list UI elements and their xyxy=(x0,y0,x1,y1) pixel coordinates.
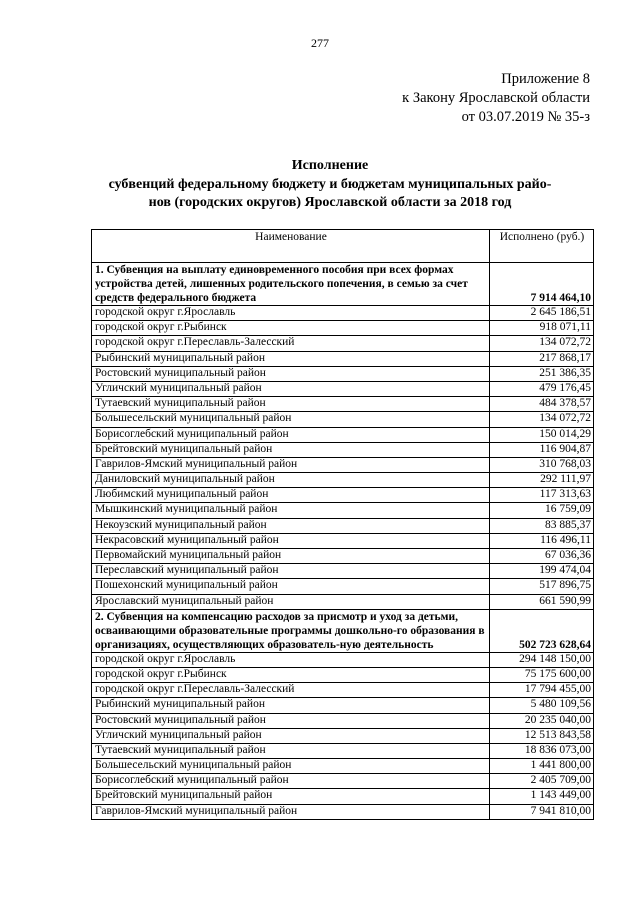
row-value: 16 759,09 xyxy=(490,503,594,518)
row-name: Гаврилов-Ямский муниципальный район xyxy=(92,804,490,819)
table-row xyxy=(92,549,594,564)
table-row xyxy=(92,321,594,336)
row-name: городской округ г.Ярославль xyxy=(92,306,490,321)
row-value: 12 513 843,58 xyxy=(490,728,594,743)
table-row xyxy=(92,442,594,457)
row-name: Мышкинский муниципальный район xyxy=(92,503,490,518)
row-name: городской округ г.Переславль-Залесский xyxy=(92,336,490,351)
table-row xyxy=(92,351,594,366)
table-row xyxy=(92,713,594,728)
row-name: Брейтовский муниципальный район xyxy=(92,789,490,804)
row-value: 1 441 800,00 xyxy=(490,759,594,774)
table-row xyxy=(92,759,594,774)
section-row xyxy=(92,263,594,306)
row-name: Тутаевский муниципальный район xyxy=(92,397,490,412)
row-value: 116 904,87 xyxy=(490,442,594,457)
row-value: 67 036,36 xyxy=(490,549,594,564)
appendix-line-1: Приложение 8 xyxy=(501,71,590,87)
page-number: 277 xyxy=(311,36,329,50)
table-row xyxy=(92,381,594,396)
row-value: 116 496,11 xyxy=(490,533,594,548)
section-row xyxy=(92,609,594,652)
table-row xyxy=(92,427,594,442)
table-row xyxy=(92,306,594,321)
table-row xyxy=(92,652,594,667)
row-value: 517 896,75 xyxy=(490,579,594,594)
table-row xyxy=(92,366,594,381)
row-value: 5 480 109,56 xyxy=(490,698,594,713)
row-name: Угличский муниципальный район xyxy=(92,728,490,743)
appendix-line-2: к Закону Ярославской области xyxy=(402,90,590,106)
title-line-1: Исполнение xyxy=(291,158,369,173)
row-name: Ярославский муниципальный район xyxy=(92,594,490,609)
row-name: Ростовский муниципальный район xyxy=(92,366,490,381)
row-name: городской округ г.Переславль-Залесский xyxy=(92,683,490,698)
row-value: 294 148 150,00 xyxy=(490,652,594,667)
row-value: 292 111,97 xyxy=(490,473,594,488)
table-row xyxy=(92,457,594,472)
row-value: 661 590,99 xyxy=(490,594,594,609)
row-value: 217 868,17 xyxy=(490,351,594,366)
row-name: Борисоглебский муниципальный район xyxy=(92,427,490,442)
row-name: Пошехонский муниципальный район xyxy=(92,579,490,594)
table-row xyxy=(92,473,594,488)
row-value: 134 072,72 xyxy=(490,336,594,351)
table-header-row xyxy=(92,230,594,263)
table-row xyxy=(92,698,594,713)
row-value: 117 313,63 xyxy=(490,488,594,503)
title-line-2: субвенций федеральному бюджету и бюджетам муниципальных райо- xyxy=(108,176,552,192)
table-row xyxy=(92,728,594,743)
row-name: Некрасовский муниципальный район xyxy=(92,533,490,548)
table-row xyxy=(92,667,594,682)
section-name: 2. Субвенция на компенсацию расходов за присмотр и уход за детьми, осваивающими образовательные программы дошкольно-го образования в организациях, осуществляющих образователь-ную деятельность xyxy=(92,609,490,652)
table-row xyxy=(92,336,594,351)
appendix-line-3: от 03.07.2019 № 35-з xyxy=(461,109,590,125)
row-name: Рыбинский муниципальный район xyxy=(92,698,490,713)
row-value: 479 176,45 xyxy=(490,381,594,396)
row-value: 484 378,57 xyxy=(490,397,594,412)
row-value: 1 143 449,00 xyxy=(490,789,594,804)
table-row xyxy=(92,683,594,698)
row-value: 75 175 600,00 xyxy=(490,667,594,682)
row-name: городской округ г.Рыбинск xyxy=(92,321,490,336)
table-row xyxy=(92,789,594,804)
row-name: Большесельский муниципальный район xyxy=(92,412,490,427)
table-row xyxy=(92,518,594,533)
appendix-block xyxy=(402,70,590,127)
table-row xyxy=(92,594,594,609)
subventions-table xyxy=(91,229,594,820)
section-total: 7 914 464,10 xyxy=(490,263,594,306)
document-title xyxy=(80,157,580,213)
section-total: 502 723 628,64 xyxy=(490,609,594,652)
row-name: Борисоглебский муниципальный район xyxy=(92,774,490,789)
section-name: 1. Субвенция на выплату единовременного пособия при всех формах устройства детей, лишенных родительского попечения, в семью за счет средств федерального бюджета xyxy=(92,263,490,306)
row-value: 18 836 073,00 xyxy=(490,743,594,758)
row-name: Тутаевский муниципальный район xyxy=(92,743,490,758)
row-value: 2 405 709,00 xyxy=(490,774,594,789)
table-row xyxy=(92,533,594,548)
table-row xyxy=(92,397,594,412)
row-name: Гаврилов-Ямский муниципальный район xyxy=(92,457,490,472)
row-name: Угличский муниципальный район xyxy=(92,381,490,396)
table-row xyxy=(92,503,594,518)
row-name: Переславский муниципальный район xyxy=(92,564,490,579)
row-value: 310 768,03 xyxy=(490,457,594,472)
row-value: 199 474,04 xyxy=(490,564,594,579)
row-value: 7 941 810,00 xyxy=(490,804,594,819)
table-row xyxy=(92,579,594,594)
table-row xyxy=(92,564,594,579)
table-row xyxy=(92,743,594,758)
row-name: Даниловский муниципальный район xyxy=(92,473,490,488)
row-value: 20 235 040,00 xyxy=(490,713,594,728)
row-value: 150 014,29 xyxy=(490,427,594,442)
row-value: 2 645 186,51 xyxy=(490,306,594,321)
row-name: Некоузский муниципальный район xyxy=(92,518,490,533)
row-name: Ростовский муниципальный район xyxy=(92,713,490,728)
table-row xyxy=(92,412,594,427)
row-value: 17 794 455,00 xyxy=(490,683,594,698)
row-value: 251 386,35 xyxy=(490,366,594,381)
row-name: Брейтовский муниципальный район xyxy=(92,442,490,457)
header-name: Наименование xyxy=(92,230,490,263)
row-value: 83 885,37 xyxy=(490,518,594,533)
row-value: 918 071,11 xyxy=(490,321,594,336)
row-name: Любимский муниципальный район xyxy=(92,488,490,503)
row-name: городской округ г.Рыбинск xyxy=(92,667,490,682)
row-name: Первомайский муниципальный район xyxy=(92,549,490,564)
header-value: Исполнено (руб.) xyxy=(490,230,594,263)
row-value: 134 072,72 xyxy=(490,412,594,427)
table-row xyxy=(92,488,594,503)
title-line-3: нов (городских округов) Ярославской области за 2018 год xyxy=(148,195,512,210)
row-name: Большесельский муниципальный район xyxy=(92,759,490,774)
table-row xyxy=(92,774,594,789)
row-name: городской округ г.Ярославль xyxy=(92,652,490,667)
table-row xyxy=(92,804,594,819)
row-name: Рыбинский муниципальный район xyxy=(92,351,490,366)
